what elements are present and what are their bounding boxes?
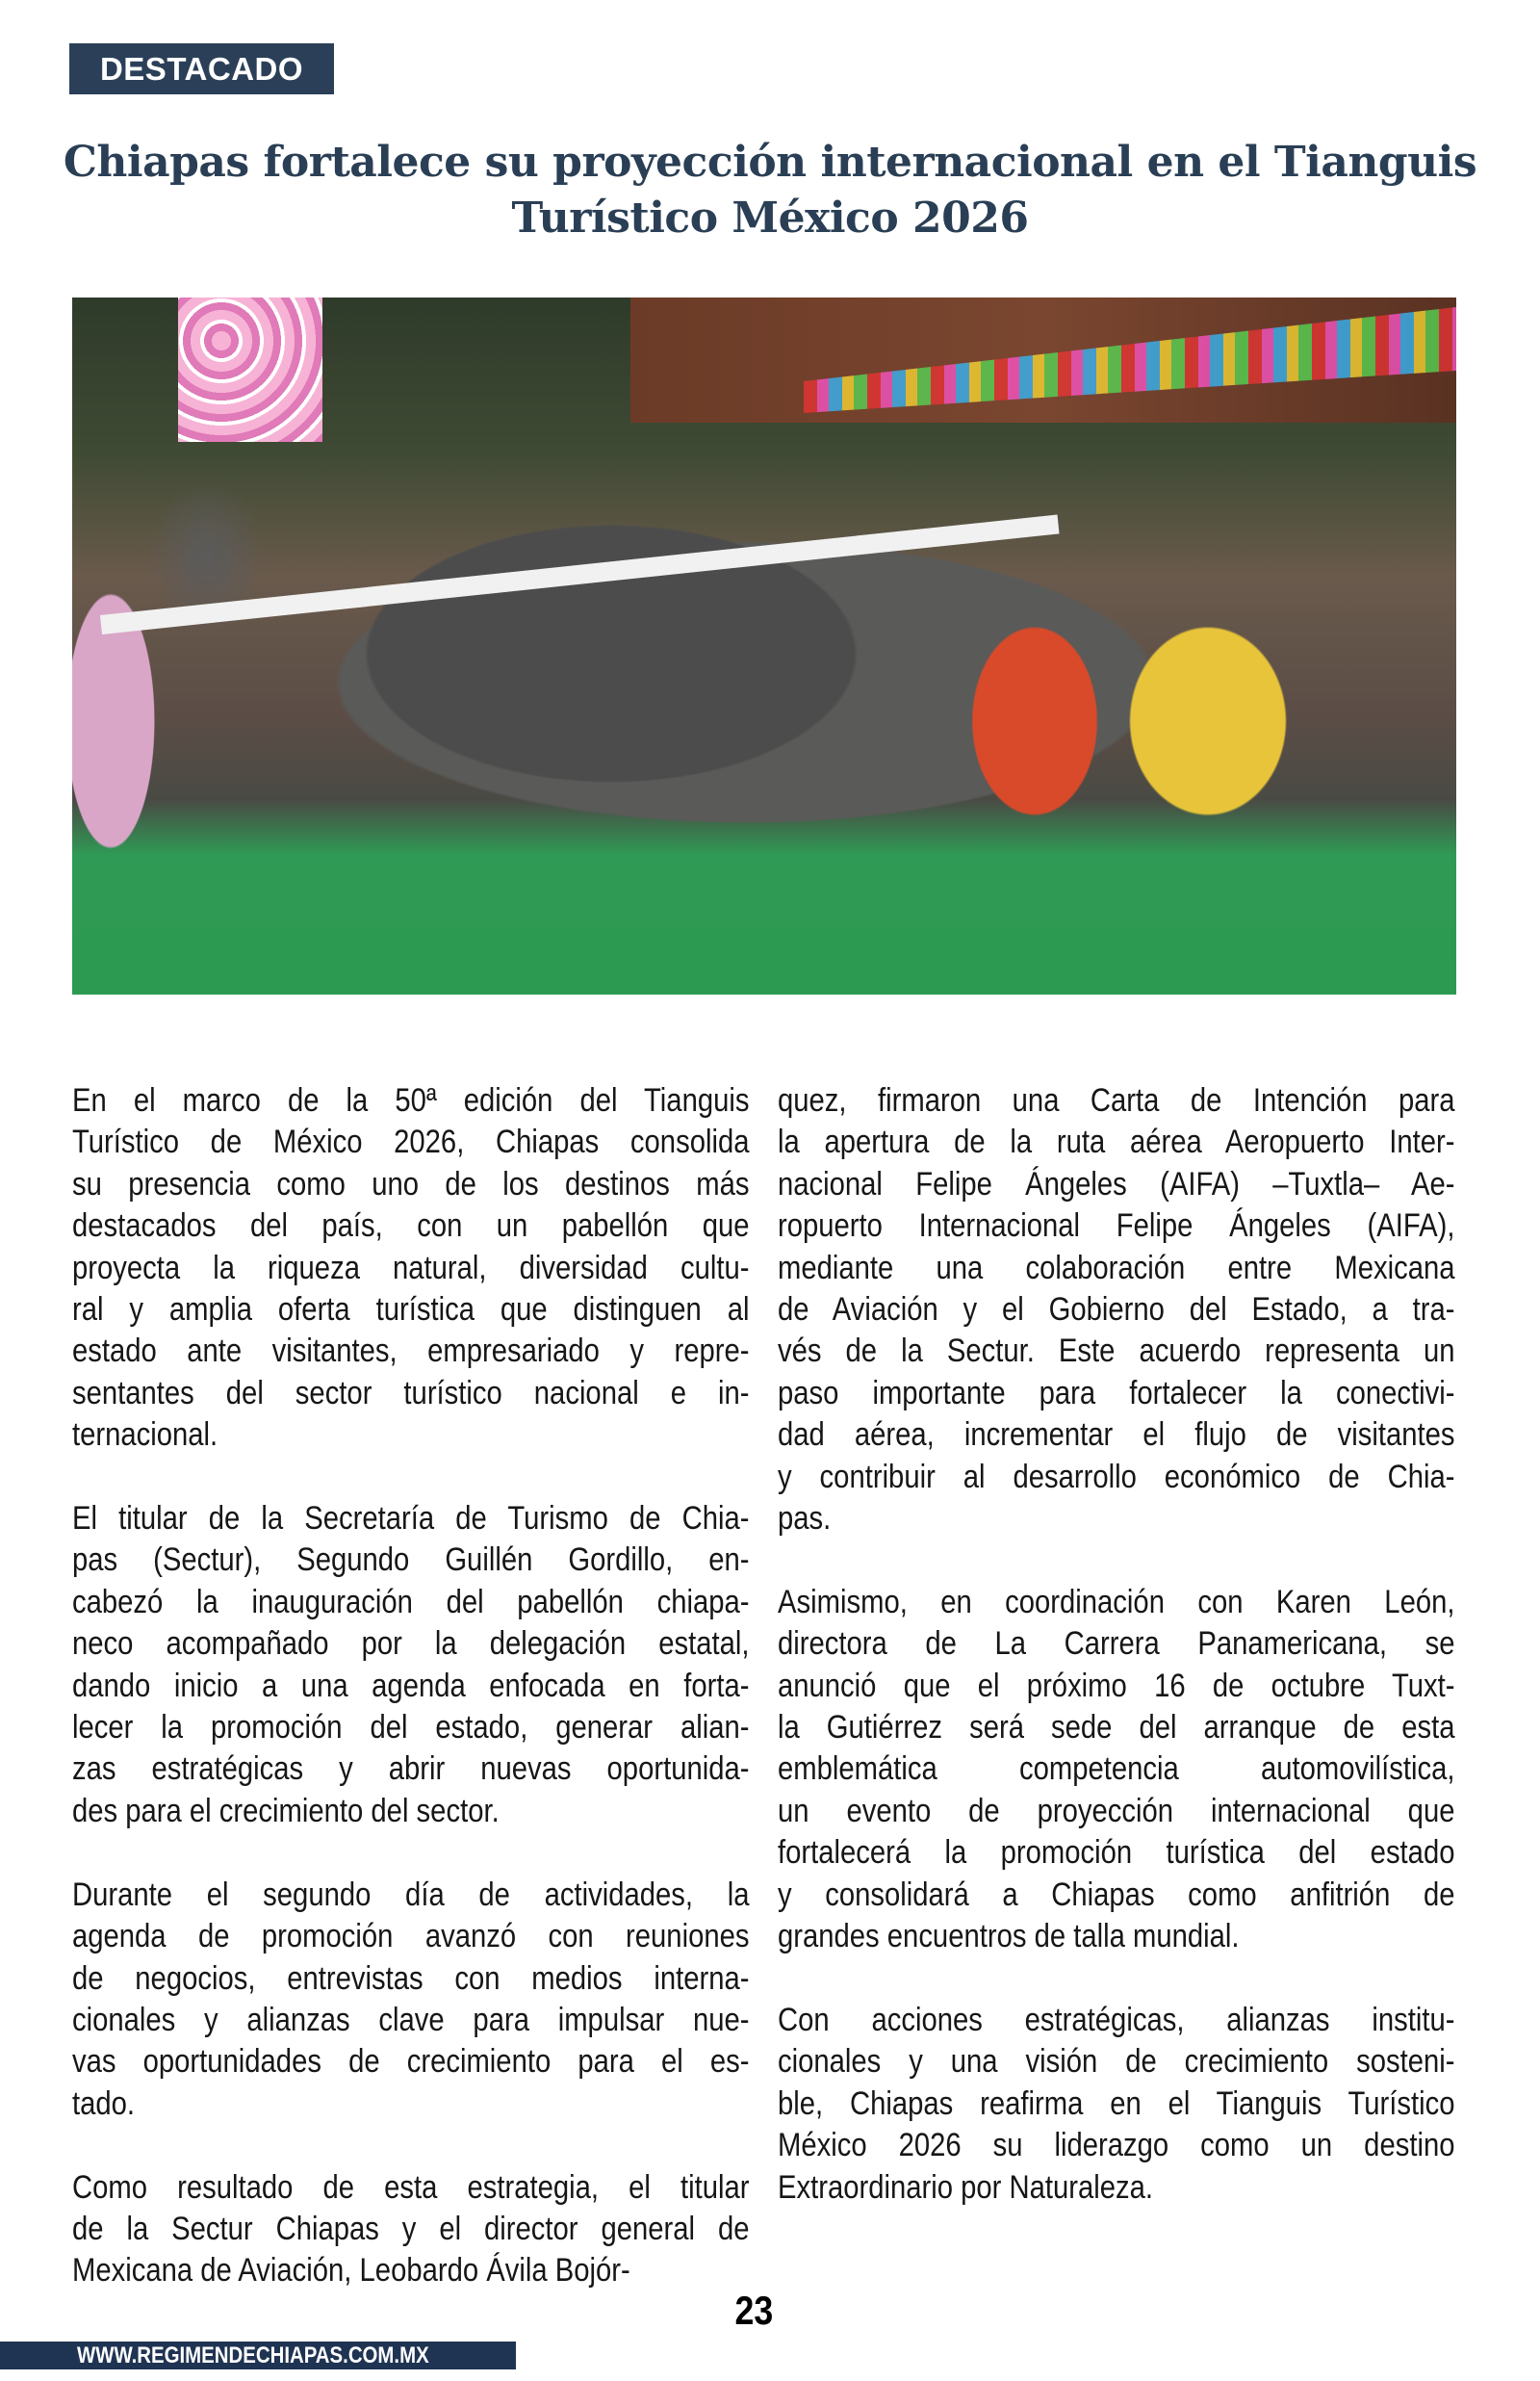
text-line: des para el crecimiento del sector. (72, 1792, 500, 1829)
text-line: un evento de proyección internacional que (778, 1792, 1455, 1829)
text-line: de negocios, entrevistas con medios interna- (72, 1959, 750, 1997)
text-line: de Aviación y el Gobierno del Estado, a tra- (778, 1291, 1455, 1329)
text-line: ral y amplia oferta turística que distinguen al (72, 1291, 750, 1329)
text-line: Turístico de México 2026, Chiapas consolida (72, 1124, 750, 1161)
text-line: neco acompañado por la delegación estatal, (72, 1625, 750, 1663)
text-line: cionales y alianzas clave para impulsar nue- (72, 2001, 750, 2038)
page-number: 23 (734, 2288, 774, 2333)
paragraph (778, 2000, 1454, 2209)
text-line: El titular de la Secretaría de Turismo de Chia- (72, 1500, 750, 1538)
text-line: nacional Felipe Ángeles (AIFA) –Tuxtla– Ae- (778, 1165, 1455, 1203)
text-line: cabezó la inauguración del pabellón chiapa- (72, 1583, 750, 1620)
text-line: y consolidará a Chiapas como anfitrión de (778, 1876, 1455, 1913)
paragraph (72, 1498, 749, 1832)
section-badge: DESTACADO (69, 43, 334, 94)
text-line: lecer la promoción del estado, generar alian- (72, 1709, 750, 1747)
text-line: ropuerto Internacional Felipe Ángeles (AIFA), (778, 1207, 1455, 1245)
text-line: quez, firmaron una Carta de Intención para (778, 1082, 1455, 1119)
text-line: su presencia como uno de los destinos más (72, 1165, 750, 1203)
paragraph (72, 2167, 749, 2292)
text-line: Durante el segundo día de actividades, la (72, 1876, 750, 1913)
text-line: de la Sectur Chiapas y el director general de (72, 2210, 750, 2247)
text-line: paso importante para fortalecer la conectivi- (778, 1374, 1455, 1411)
text-line: grandes encuentros de talla mundial. (778, 1918, 1240, 1955)
text-line: fortalecerá la promoción turística del estado (778, 1834, 1455, 1872)
article-column-right (778, 1080, 1454, 2250)
text-line: estado ante visitantes, empresariado y repre- (72, 1333, 750, 1370)
text-line: agenda de promoción avanzó con reuniones (72, 1918, 750, 1955)
text-line: proyecta la riqueza natural, diversidad cultu- (72, 1249, 750, 1286)
photo-flower-wall (178, 298, 322, 442)
paragraph (72, 1080, 749, 1457)
text-line: destacados del país, con un pabellón que (72, 1207, 750, 1245)
text-line: dad aérea, incrementar el flujo de visitantes (778, 1416, 1455, 1454)
text-line: pas. (778, 1500, 832, 1538)
text-line: Asimismo, en coordinación con Karen León, (778, 1583, 1455, 1620)
text-line: vas oportunidades de crecimiento para el es- (72, 2043, 750, 2081)
text-line: Con acciones estratégicas, alianzas institu- (778, 2001, 1455, 2038)
text-line: tado. (72, 2084, 136, 2122)
text-line: anunció que el próximo 16 de octubre Tuxt- (778, 1667, 1455, 1704)
text-line: dando inicio a una agenda enfocada en forta- (72, 1667, 750, 1704)
text-line: zas estratégicas y abrir nuevas oportunida- (72, 1750, 750, 1788)
text-line: directora de La Carrera Panamericana, se (778, 1625, 1455, 1663)
text-line: vés de la Sectur. Este acuerdo representa un (778, 1333, 1455, 1370)
text-line: emblemática competencia automovilística, (778, 1750, 1455, 1788)
text-line: Como resultado de esta estrategia, el titular (72, 2168, 750, 2206)
text-line: la apertura de la ruta aérea Aeropuerto Inter- (778, 1124, 1455, 1161)
article-photo (72, 298, 1456, 995)
text-line: sentantes del sector turístico nacional e in- (72, 1374, 750, 1411)
text-line: ternacional. (72, 1416, 218, 1454)
text-line: Extraordinario por Naturaleza. (778, 2168, 1154, 2206)
photo-crowd (72, 432, 1456, 856)
footer-bar (0, 2342, 516, 2369)
text-line: ble, Chiapas reafirma en el Tianguis Turístico (778, 2084, 1455, 2122)
text-line: mediante una colaboración entre Mexicana (778, 1249, 1455, 1286)
text-line: la Gutiérrez será sede del arranque de esta (778, 1709, 1455, 1747)
text-line: cionales y una visión de crecimiento sosteni- (778, 2043, 1455, 2081)
text-line: En el marco de la 50ª edición del Tianguis (72, 1082, 750, 1119)
headline: Chiapas fortalece su proyección internacional en el Tianguis Turístico México 2026 (63, 138, 1477, 243)
paragraph (72, 1875, 749, 2125)
paragraph (778, 1582, 1454, 1958)
text-line: pas (Sectur), Segundo Guillén Gordillo, en- (72, 1541, 750, 1579)
paragraph (778, 1080, 1454, 1540)
text-line: Mexicana de Aviación, Leobardo Ávila Bojór- (72, 2252, 630, 2290)
text-line: y contribuir al desarrollo económico de Chia- (778, 1458, 1455, 1495)
article-column-left (72, 1080, 749, 2334)
footer-url[interactable]: WWW.REGIMENDECHIAPAS.COM.MX (77, 2342, 429, 2368)
text-line: México 2026 su liderazgo como un destino (778, 2127, 1455, 2164)
